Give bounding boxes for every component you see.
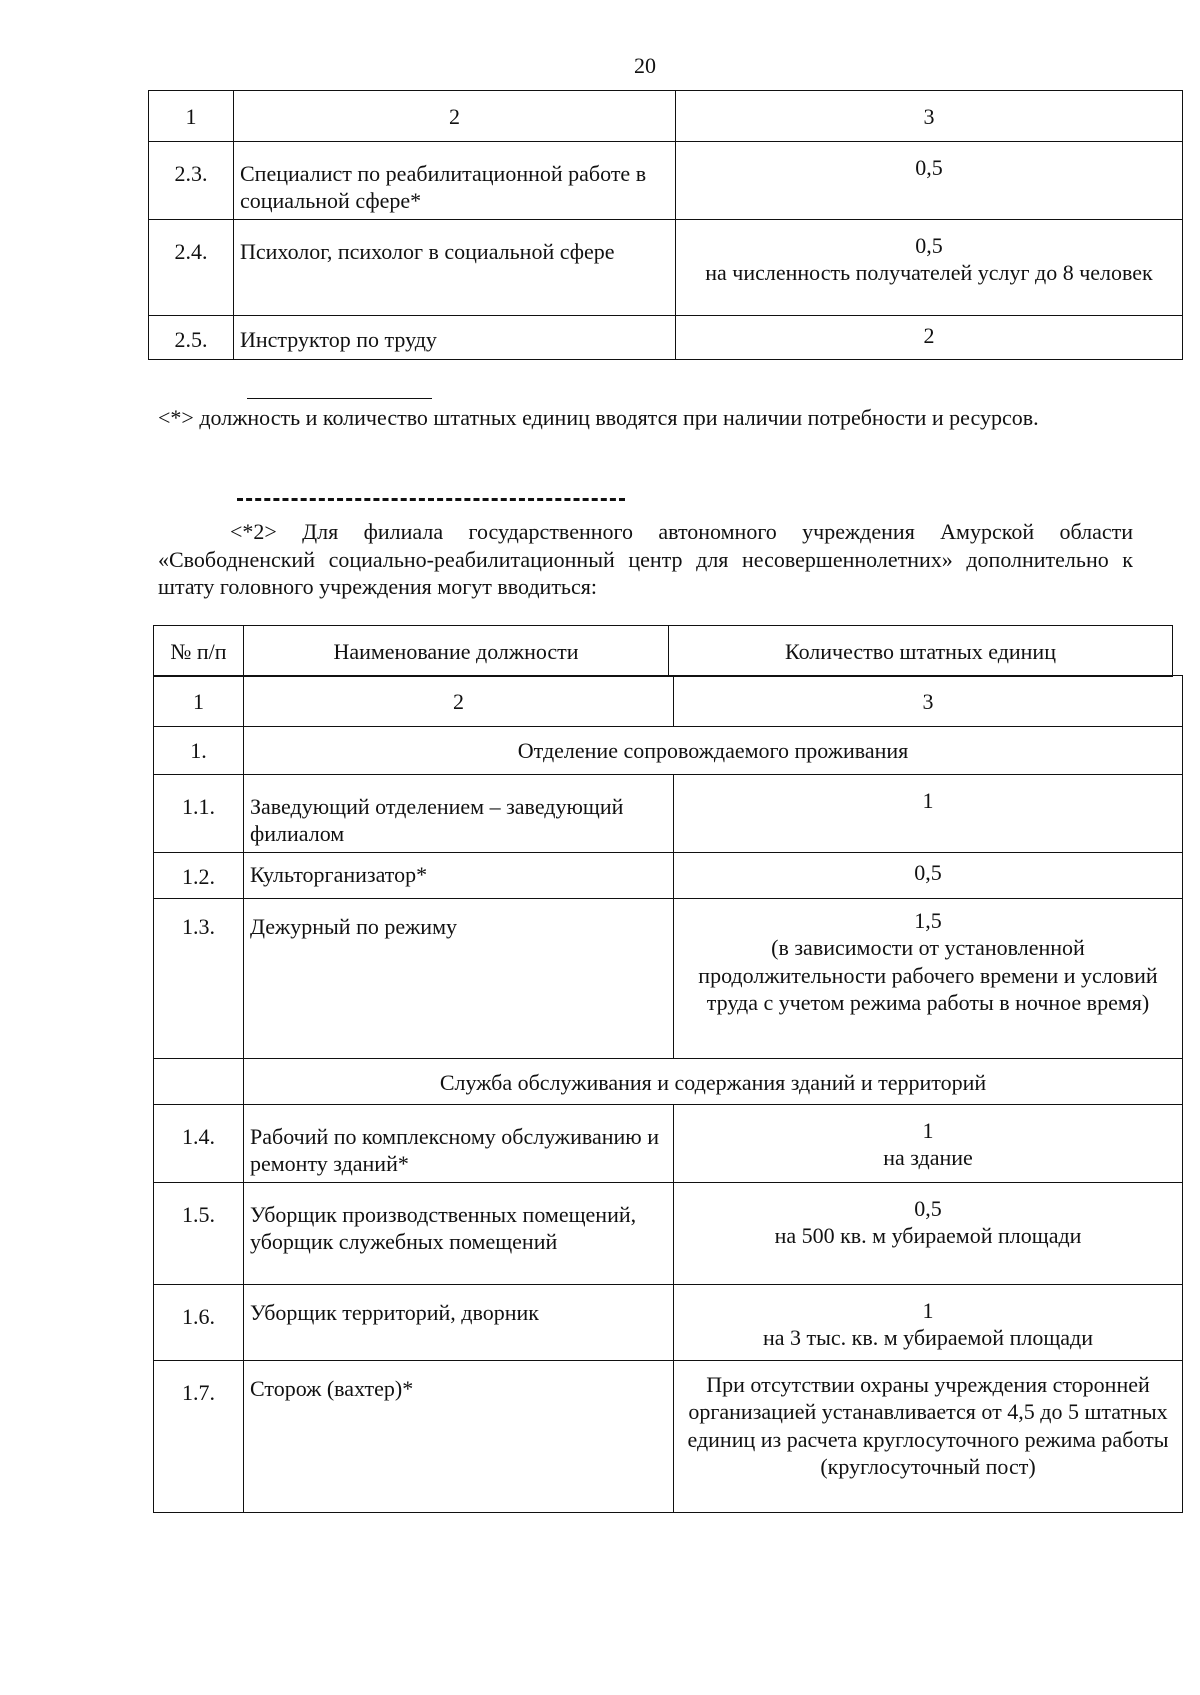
position-name: Культорганизатор* <box>244 852 674 898</box>
table-row <box>149 141 1183 219</box>
staff-units-value: 1,5 <box>914 907 942 933</box>
staff-units-note: на 3 тыс. кв. м убираемой площади <box>762 1325 1094 1350</box>
column-number-row <box>154 676 1183 727</box>
column-number-row <box>149 91 1183 142</box>
staff-units-note: на численность получателей услуг до 8 человек <box>705 260 1153 285</box>
staff-units <box>674 898 1183 1058</box>
section-row <box>154 1058 1183 1104</box>
position-name: Специалист по реабилитационной работе в социальной сфере* <box>234 141 676 219</box>
staff-units-value: 2 <box>923 322 935 348</box>
footnote: <*> должность и количество штатных единиц вводятся при наличии потребности и ресурсов. <box>158 405 1039 430</box>
position-name: Заведующий отделением – заведующий филиалом <box>244 774 674 852</box>
staff-units <box>676 141 1183 219</box>
staff-units <box>674 774 1183 852</box>
staff-units-value: 0,5 <box>914 859 942 885</box>
branch-staff-table <box>153 675 1183 1513</box>
position-name: Психолог, психолог в социальной сфере <box>234 219 676 315</box>
table-row <box>149 219 1183 315</box>
header-row <box>154 626 1173 677</box>
position-name: Рабочий по комплексному обслуживанию и ремонту зданий* <box>244 1104 674 1182</box>
table-row <box>154 1104 1183 1182</box>
section-title: Служба обслуживания и содержания зданий и территорий <box>244 1058 1183 1104</box>
section-number: 1. <box>154 726 244 774</box>
row-number: 2.5. <box>149 315 234 359</box>
staff-units <box>674 1360 1183 1512</box>
staff-units <box>676 315 1183 359</box>
row-number: 1.1. <box>154 774 244 852</box>
row-number: 2.3. <box>149 141 234 219</box>
staff-units <box>676 219 1183 315</box>
staff-units <box>674 852 1183 898</box>
col-2-number: 2 <box>244 676 674 727</box>
staff-units-value: 0,5 <box>914 1195 942 1221</box>
table-row <box>154 898 1183 1058</box>
row-number: 2.4. <box>149 219 234 315</box>
staff-units-value: 1 <box>922 1297 934 1323</box>
table-row <box>154 852 1183 898</box>
staff-units-note: на здание <box>883 1145 973 1170</box>
col-1-number: 1 <box>154 676 244 727</box>
row-number: 1.7. <box>154 1360 244 1512</box>
col-3-number: 3 <box>676 91 1183 142</box>
row-number: 1.5. <box>154 1182 244 1284</box>
staff-units <box>674 1284 1183 1360</box>
section-number <box>154 1058 244 1104</box>
staff-units-note: При отсутствии охраны учреждения сторонней организацией устанавливается от 4,5 до 5 штатных единиц из расчета круглосуточного режима работы (круглосуточный пост) <box>687 1371 1169 1479</box>
staff-units-value: 1 <box>922 787 934 813</box>
dashed-separator <box>237 498 625 501</box>
staff-units-value: 0,5 <box>915 154 943 180</box>
position-name: Сторож (вахтер)* <box>244 1360 674 1512</box>
row-number: 1.2. <box>154 852 244 898</box>
position-name: Инструктор по труду <box>234 315 676 359</box>
staff-units-note: на 500 кв. м убираемой площади <box>774 1223 1082 1248</box>
col-3-number: 3 <box>674 676 1183 727</box>
table-row <box>154 1360 1183 1512</box>
position-name: Дежурный по режиму <box>244 898 674 1058</box>
staff-units-note: (в зависимости от установленной продолжительности рабочего времени и условий труда с учетом режима работы в ночное время) <box>698 935 1158 1015</box>
staff-table-continued <box>148 90 1183 360</box>
row-number: 1.3. <box>154 898 244 1058</box>
section-row <box>154 726 1183 774</box>
staff-units-value: 0,5 <box>915 232 943 258</box>
section-title: Отделение сопровождаемого проживания <box>244 726 1183 774</box>
header-table <box>153 625 1173 677</box>
staff-units <box>674 1182 1183 1284</box>
row-number: 1.4. <box>154 1104 244 1182</box>
table-row <box>154 774 1183 852</box>
staff-units <box>674 1104 1183 1182</box>
staff-units-value: 1 <box>922 1117 934 1143</box>
position-name: Уборщик территорий, дворник <box>244 1284 674 1360</box>
header-number: № п/п <box>154 626 244 677</box>
row-number: 1.6. <box>154 1284 244 1360</box>
page-number: 20 <box>634 53 656 78</box>
table-row <box>154 1284 1183 1360</box>
header-position: Наименование должности <box>244 626 669 677</box>
col-2-number: 2 <box>234 91 676 142</box>
branch-paragraph <box>158 518 1133 601</box>
branch-paragraph-text: <*2> Для филиала государственного автономного учреждения Амурской области «Свободненский социально-реабилитационный центр для несовершеннолетних» дополнительно к штату головного учреждения могут вводиться: <box>158 519 1133 599</box>
position-name: Уборщик производственных помещений, уборщик служебных помещений <box>244 1182 674 1284</box>
footnote-separator <box>247 398 432 399</box>
table-row <box>154 1182 1183 1284</box>
col-1-number: 1 <box>149 91 234 142</box>
table-row <box>149 315 1183 359</box>
header-staff-units: Количество штатных единиц <box>669 626 1173 677</box>
